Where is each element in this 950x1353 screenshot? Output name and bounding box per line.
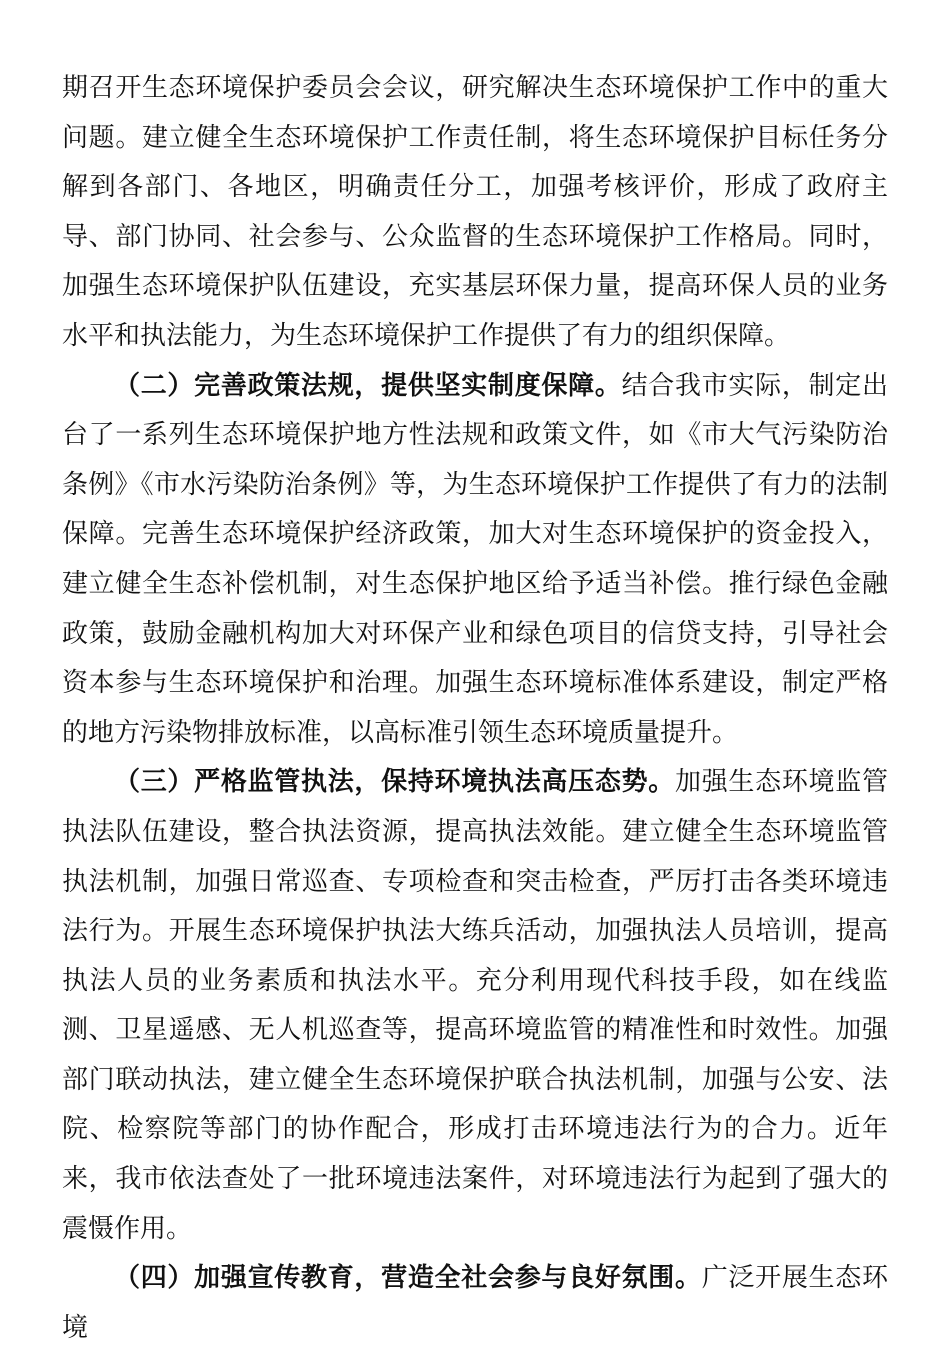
paragraph-body: 结合我市实际，制定出台了一系列生态环境保护地方性法规和政策文件，如《市大气污染防治条例》《市水污染防治条例》等，为生态环境保护工作提供了有力的法制保障。完善生态环境保护经济政策，加大对生态环境保护的资金投入，建立健全生态补偿机制，对生态保护地区给予适当补偿。推行绿色金融政策，鼓励金融机构加大对环保产业和绿色项目的信贷支持，引导社会资本参与生态环境保护和治理。加强生态环境标准体系建设，制定严格的地方污染物排放标准，以高标准引领生态环境质量提升。	[62, 370, 888, 748]
section-heading: （三）严格监管执法，保持环境执法高压态势。	[114, 767, 675, 798]
paragraph-section-4	[62, 1254, 888, 1353]
paragraph-body: 广泛开展生态环境	[62, 1263, 888, 1343]
paragraph-continuation	[62, 64, 888, 362]
paragraph-body: 加强生态环境监管执法队伍建设，整合执法资源，提高执法效能。建立健全生态环境监管执法机制，加强日常巡查、专项检查和突击检查，严厉打击各类环境违法行为。开展生态环境保护执法大练兵活动，加强执法人员培训，提高执法人员的业务素质和执法水平。充分利用现代科技手段，如在线监测、卫星遥感、无人机巡查等，提高环境监管的精准性和时效性。加强部门联动执法，建立健全生态环境保护联合执法机制，加强与公安、法院、检察院等部门的协作配合，形成打击环境违法行为的合力。近年来，我市依法查处了一批环境违法案件，对环境违法行为起到了强大的震慑作用。	[62, 767, 888, 1244]
section-heading: （二）完善政策法规，提供坚实制度保障。	[114, 370, 622, 401]
paragraph-section-2	[62, 362, 888, 759]
section-heading: （四）加强宣传教育，营造全社会参与良好氛围。	[114, 1263, 702, 1294]
paragraph-body: 期召开生态环境保护委员会会议，研究解决生态环境保护工作中的重大问题。建立健全生态环境保护工作责任制，将生态环境保护目标任务分解到各部门、各地区，明确责任分工，加强考核评价，形成了政府主导、部门协同、社会参与、公众监督的生态环境保护工作格局。同时，加强生态环境保护队伍建设，充实基层环保力量，提高环保人员的业务水平和执法能力，为生态环境保护工作提供了有力的组织保障。	[62, 73, 888, 351]
document-body	[62, 64, 888, 1353]
paragraph-section-3	[62, 758, 888, 1254]
